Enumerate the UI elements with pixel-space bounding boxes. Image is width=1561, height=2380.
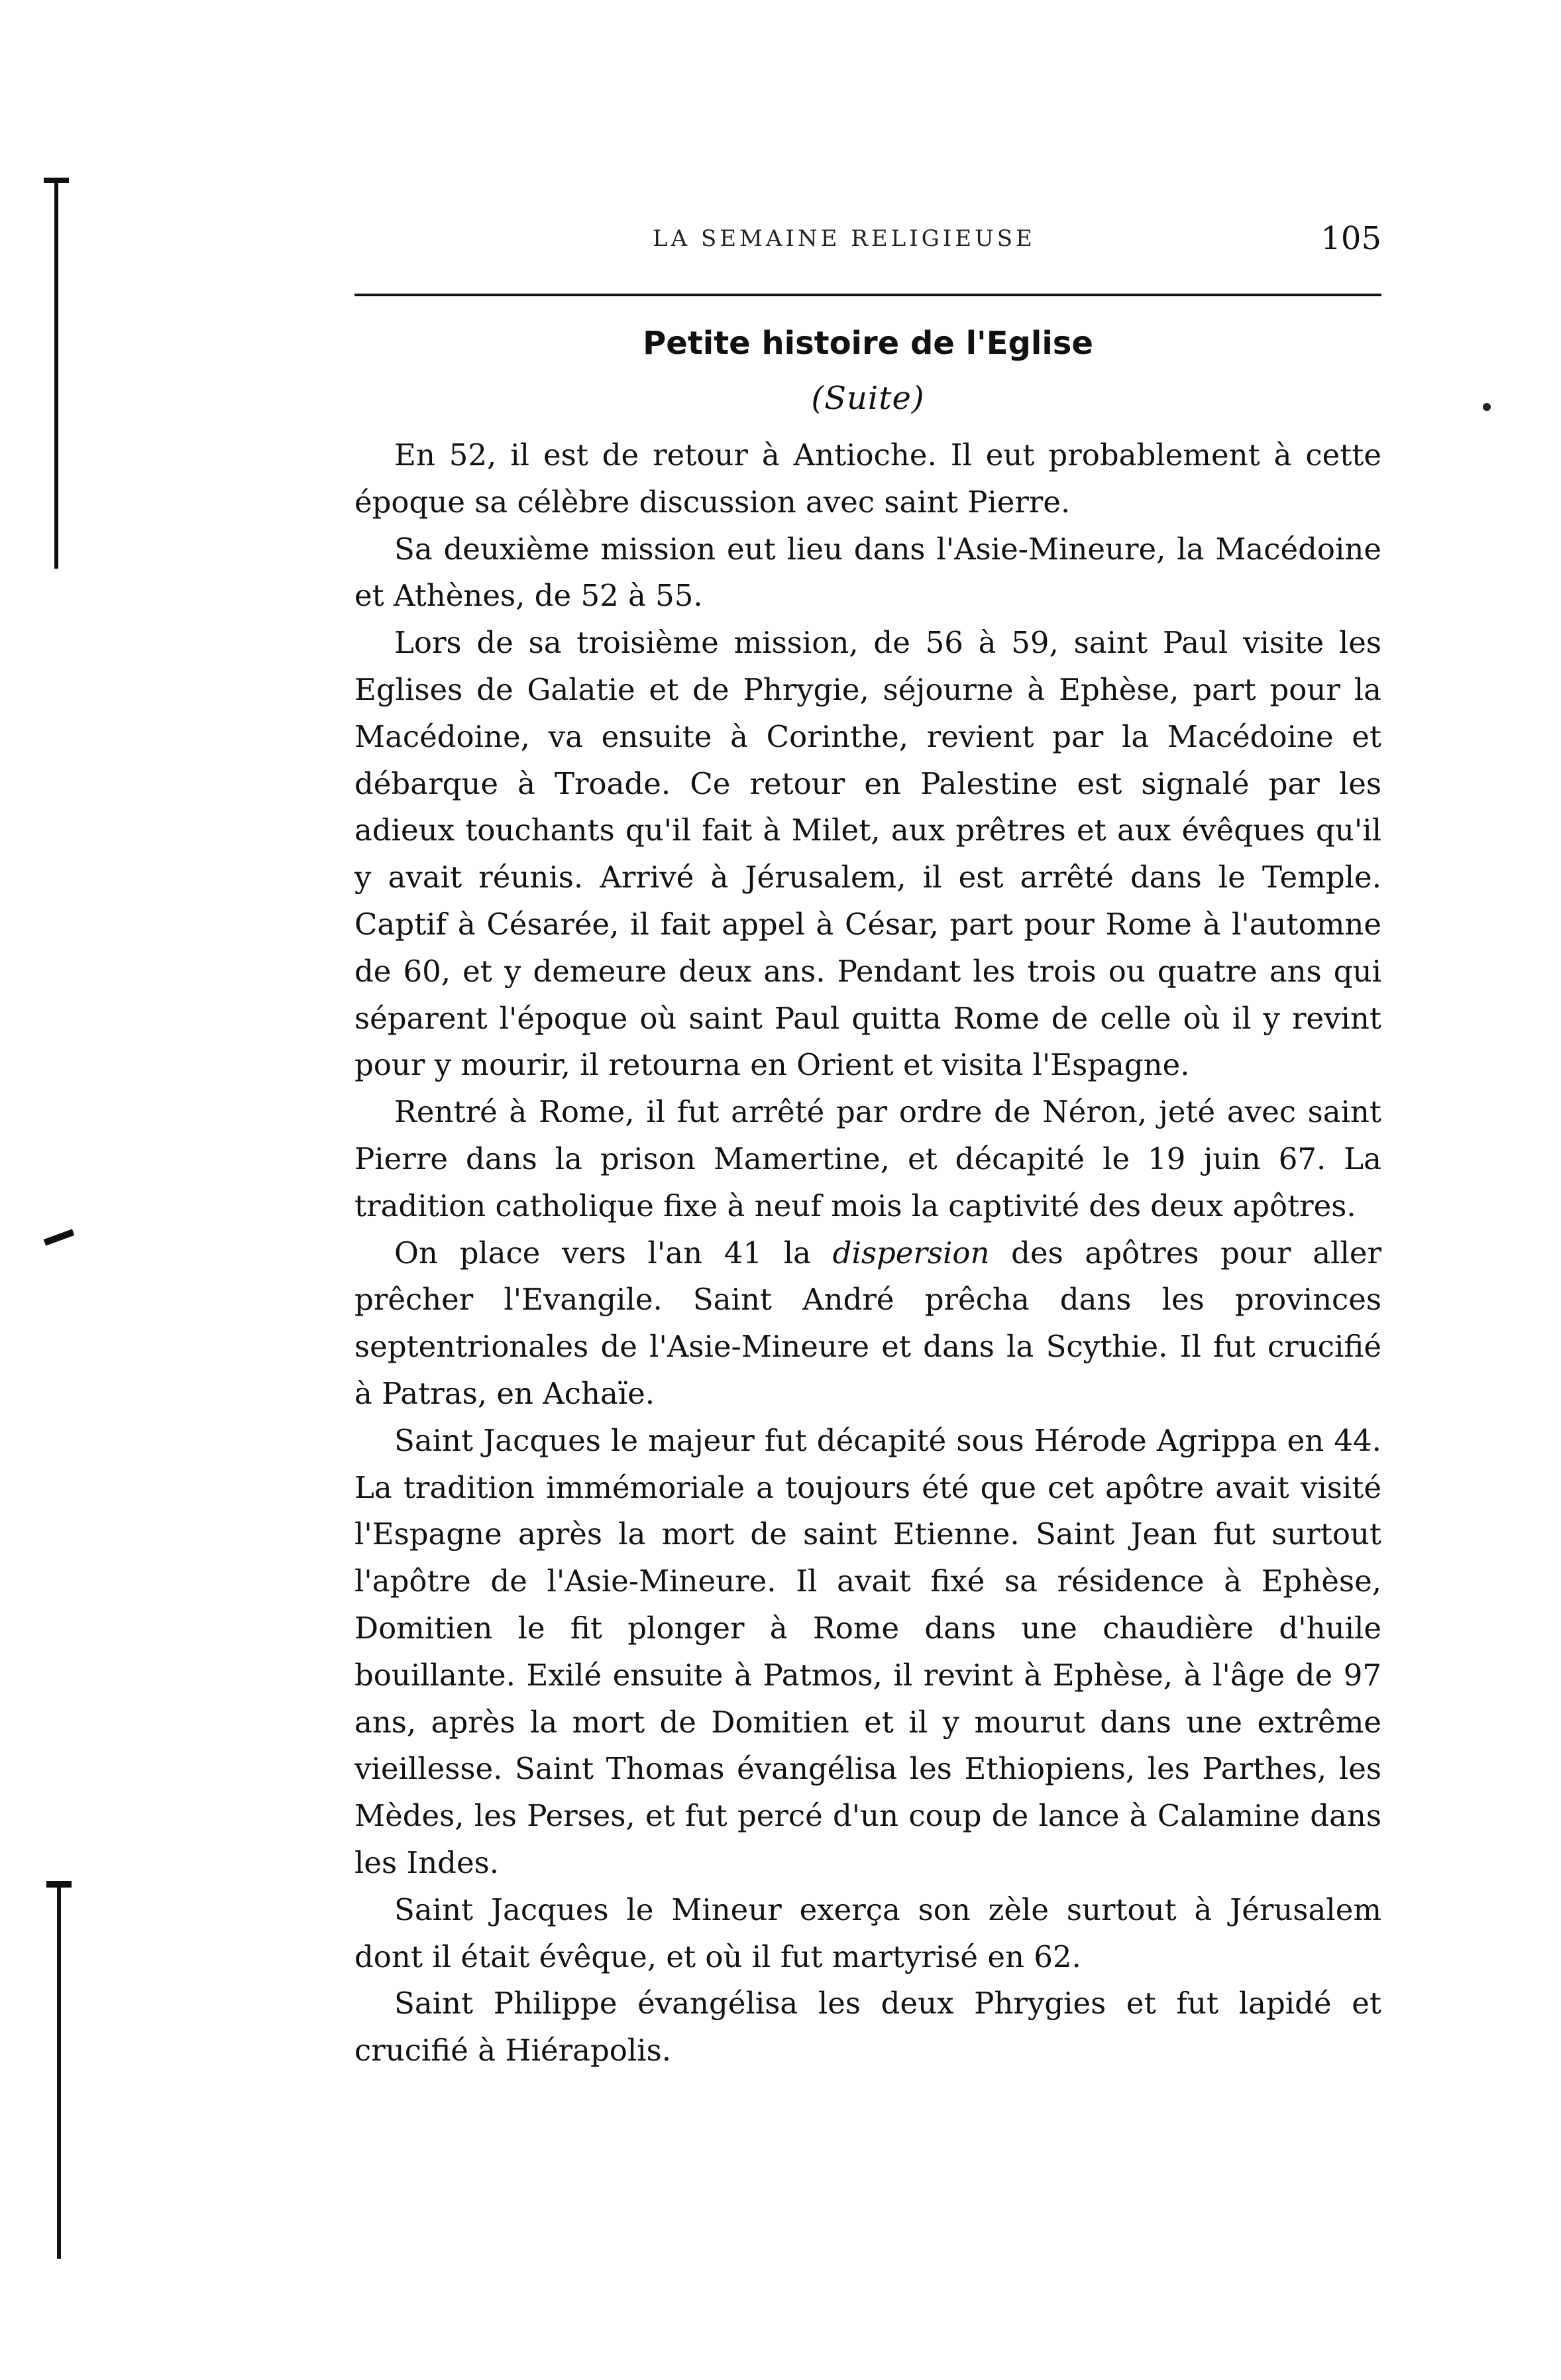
emphasis-text: dispersion — [832, 1235, 990, 1271]
paragraph — [354, 1230, 1381, 1418]
article-subtitle: (Suite) — [811, 380, 925, 417]
paragraph: Lors de sa troisième mission, de 56 à 59, saint Paul visite les Eglises de Galatie et de Phrygie, séjourne à Ephèse, part pour la Macédoine, va ensuite à Corinthe, revient par la Macédoine et débarque à Troade. Ce retour en Palestine est signalé par les adieux touchants qu'il fait à Milet, aux prêtres et aux évêques qu'il y avait réunis. Arrivé à Jérusalem, il est arrêté dans le Temple. Captif à Césarée, il fait appel à César, part pour Rome à l'automne de 60, et y demeure deux ans. Pendant les trois ou quatre ans qui séparent l'époque où saint Paul quitta Rome de celle où il y revint pour y mourir, il retourna en Orient et visita l'Espagne. — [354, 625, 1381, 1083]
paragraph: En 52, il est de retour à Antioche. Il eut probablement à cette époque sa célèbre discussion avec saint Pierre. — [354, 437, 1381, 520]
margin-scan-mark-top-cap — [44, 178, 69, 183]
scan-dot-right — [1483, 403, 1491, 411]
paragraph: Sa deuxième mission eut lieu dans l'Asie-Mineure, la Macédoine et Athènes, de 52 à 55. — [354, 531, 1381, 614]
article-title: Petite histoire de l'Eglise — [643, 325, 1093, 362]
running-title: LA SEMAINE RELIGIEUSE — [653, 225, 1036, 252]
margin-scan-mark-bottom-cap — [46, 1881, 72, 1888]
margin-scan-mark-top — [54, 178, 58, 569]
paragraph-text: On place vers l'an 41 la — [394, 1235, 833, 1271]
paragraph: Saint Jacques le majeur fut décapité sous Hérode Agrippa en 44. La tradition immémoriale a toujours été que cet apôtre avait visité l'Espagne après la mort de saint Etienne. Saint Jean fut surtout l'apôtre de l'Asie-Mineure. Il avait fixé sa résidence à Ephèse, Domitien le fit plonger à Rome dans une chaudière d'huile bouillante. Exilé ensuite à Patmos, il revint à Ephèse, à l'âge de 97 ans, après la mort de Domitien et il y mourut dans une extrême vieillesse. Saint Thomas évangélisa les Ethiopiens, les Parthes, les Mèdes, les Perses, et fut percé d'un coup de lance à Calamine dans les Indes. — [354, 1422, 1381, 1880]
paragraph: Rentré à Rome, il fut arrêté par ordre de Néron, jeté avec saint Pierre dans la prison Mamertine, et décapité le 19 juin 67. La tradition catholique fixe à neuf mois la captivité des deux apôtres. — [354, 1094, 1381, 1223]
article — [354, 317, 1381, 2074]
page-number: 105 — [1320, 220, 1381, 257]
header-rule — [354, 294, 1381, 296]
paragraph: Saint Jacques le Mineur exerça son zèle surtout à Jérusalem dont il était évêque, et où il fut martyrisé en 62. — [354, 1892, 1381, 1974]
paragraph: Saint Philippe évangélisa les deux Phrygies et fut lapidé et crucifié à Hiérapolis. — [354, 1986, 1381, 2068]
page-header — [354, 220, 1381, 265]
margin-scan-mark-bottom — [57, 1881, 61, 2259]
paragraph-text: des apôtres pour aller prêcher l'Evangile. Saint André prêcha dans les provinces septentrionales de l'Asie-Mineure et dans la Scythie. Il fut crucifié à Patras, en Achaïe. — [354, 1235, 1381, 1411]
margin-scan-mark-cross — [44, 1229, 75, 1245]
